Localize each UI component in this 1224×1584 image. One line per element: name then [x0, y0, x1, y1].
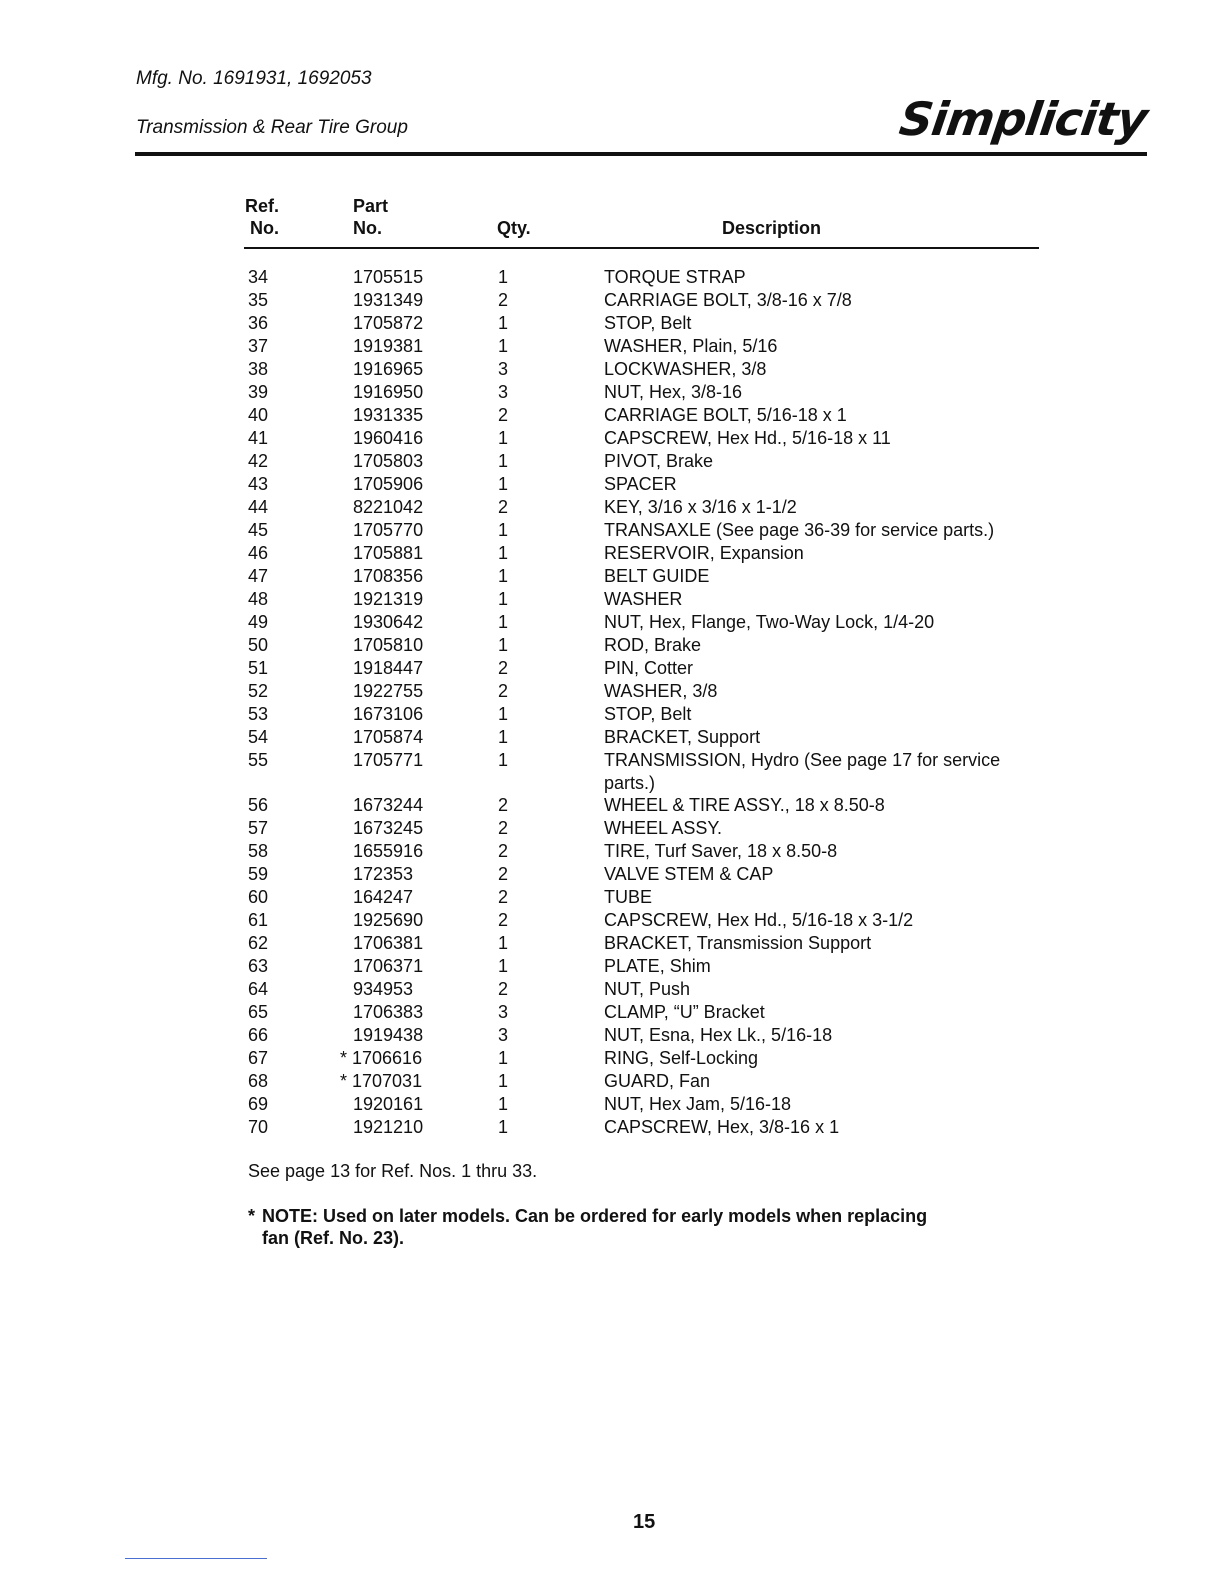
table-row: [0, 726, 1224, 749]
part-no-cell: 172353: [353, 864, 414, 884]
description-cell: ROD, Brake: [604, 635, 702, 655]
qty-cell: 1: [498, 451, 509, 471]
description-cell: BRACKET, Support: [604, 727, 761, 747]
description-cell: RESERVOIR, Expansion: [604, 543, 804, 563]
qty-cell: 1: [498, 704, 509, 724]
part-no-cell: 1921319: [353, 589, 424, 609]
ref-cell: 67: [248, 1048, 269, 1068]
column-header-qty: Qty.: [497, 218, 531, 238]
footnote: [248, 1205, 968, 1249]
description-cell: WASHER, Plain, 5/16: [604, 336, 778, 356]
qty-cell: 3: [498, 382, 509, 402]
qty-cell: 1: [498, 566, 509, 586]
description-cell: NUT, Push: [604, 979, 691, 999]
table-row: [0, 817, 1224, 840]
qty-cell: 1: [498, 1117, 509, 1137]
table-row: [0, 404, 1224, 427]
ref-cell: 38: [248, 359, 269, 379]
column-header-part-line1: Part: [353, 196, 389, 216]
description-cell: CAPSCREW, Hex, 3/8-16 x 1: [604, 1117, 840, 1137]
column-header-ref-no: [245, 195, 279, 239]
qty-cell: 1: [498, 1094, 509, 1114]
ref-cell: 45: [248, 520, 269, 540]
table-row: [0, 634, 1224, 657]
ref-cell: 51: [248, 658, 269, 678]
table-row: [0, 909, 1224, 932]
qty-cell: 1: [498, 267, 509, 287]
table-row: [0, 496, 1224, 519]
table-row: [0, 794, 1224, 817]
description-cell: PIVOT, Brake: [604, 451, 714, 471]
qty-cell: 2: [498, 864, 509, 884]
column-header-description: Description: [722, 218, 822, 238]
column-header-part-no: [353, 195, 388, 239]
part-no-cell: 1705803: [353, 451, 424, 471]
part-no-cell: 1705872: [353, 313, 424, 333]
ref-cell: 37: [248, 336, 269, 356]
ref-cell: 34: [248, 267, 269, 287]
table-row: [0, 1116, 1224, 1139]
brand-logo: Simplicity: [895, 92, 1150, 146]
column-header-ref-line1: Ref.: [245, 196, 280, 216]
description-cell: WHEEL & TIRE ASSY., 18 x 8.50-8: [604, 795, 885, 815]
description-cell: WHEEL ASSY.: [604, 818, 723, 838]
ref-cell: 47: [248, 566, 269, 586]
group-title: Transmission & Rear Tire Group: [136, 117, 408, 138]
part-no-cell: 1673245: [353, 818, 424, 838]
ref-cell: 35: [248, 290, 269, 310]
qty-cell: 2: [498, 681, 509, 701]
part-no-cell: 1916950: [353, 382, 424, 402]
description-cell: GUARD, Fan: [604, 1071, 711, 1091]
part-no-cell: * 1707031: [340, 1071, 423, 1091]
part-no-cell: 1931335: [353, 405, 424, 425]
footnote-asterisk: *: [248, 1206, 256, 1226]
part-no-cell: 1705881: [353, 543, 424, 563]
qty-cell: 2: [498, 979, 509, 999]
description-cell: RING, Self-Locking: [604, 1048, 759, 1068]
description-cell: TIRE, Turf Saver, 18 x 8.50-8: [604, 841, 838, 861]
ref-cell: 48: [248, 589, 269, 609]
ref-cell: 55: [248, 750, 269, 770]
qty-cell: 2: [498, 818, 509, 838]
ref-cell: 36: [248, 313, 269, 333]
description-cell: WASHER, 3/8: [604, 681, 718, 701]
ref-cell: 68: [248, 1071, 269, 1091]
table-row: [0, 266, 1224, 289]
description-cell: TRANSAXLE (See page 36-39 for service parts.): [604, 520, 995, 540]
description-cell: CARRIAGE BOLT, 3/8-16 x 7/8: [604, 290, 852, 310]
table-row: [0, 932, 1224, 955]
description-cell: STOP, Belt: [604, 704, 692, 724]
table-row: [0, 312, 1224, 335]
part-no-cell: 1920161: [353, 1094, 424, 1114]
table-row: [0, 1070, 1224, 1093]
qty-cell: 1: [498, 1071, 509, 1091]
qty-cell: 1: [498, 336, 509, 356]
part-no-cell: 8221042: [353, 497, 424, 517]
qty-cell: 2: [498, 290, 509, 310]
part-no-cell: * 1706616: [340, 1048, 423, 1068]
qty-cell: 1: [498, 612, 509, 632]
ref-cell: 59: [248, 864, 269, 884]
table-row: [0, 519, 1224, 542]
table-row: [0, 335, 1224, 358]
column-header-ref-line2: No.: [250, 218, 279, 238]
table-row: [0, 1047, 1224, 1070]
description-cell: WASHER: [604, 589, 683, 609]
part-no-cell: 1705771: [353, 750, 424, 770]
description-cell: CAPSCREW, Hex Hd., 5/16-18 x 11: [604, 428, 891, 448]
part-no-cell: 1706383: [353, 1002, 424, 1022]
qty-cell: 1: [498, 313, 509, 333]
ref-cell: 40: [248, 405, 269, 425]
ref-cell: 57: [248, 818, 269, 838]
description-cell: STOP, Belt: [604, 313, 692, 333]
part-no-cell: 1921210: [353, 1117, 424, 1137]
part-no-cell: 1708356: [353, 566, 424, 586]
description-cell: BRACKET, Transmission Support: [604, 933, 872, 953]
description-cell: CAPSCREW, Hex Hd., 5/16-18 x 3-1/2: [604, 910, 914, 930]
part-no-cell: 1655916: [353, 841, 424, 861]
qty-cell: 2: [498, 841, 509, 861]
ref-cell: 61: [248, 910, 269, 930]
ref-cell: 60: [248, 887, 269, 907]
ref-cell: 50: [248, 635, 269, 655]
qty-cell: 3: [498, 1002, 509, 1022]
description-cell: NUT, Hex, 3/8-16: [604, 382, 743, 402]
table-row: [0, 657, 1224, 680]
qty-cell: 3: [498, 1025, 509, 1045]
part-no-cell: 1919381: [353, 336, 424, 356]
parts-table-body: [0, 266, 1224, 1139]
part-no-cell: 1705810: [353, 635, 424, 655]
description-cell: NUT, Hex, Flange, Two-Way Lock, 1/4-20: [604, 612, 935, 632]
part-no-cell: 1922755: [353, 681, 424, 701]
qty-cell: 1: [498, 520, 509, 540]
part-no-cell: 1706381: [353, 933, 424, 953]
qty-cell: 2: [498, 887, 509, 907]
page-number: 15: [633, 1511, 656, 1533]
table-row: [0, 565, 1224, 588]
part-no-cell: 1705770: [353, 520, 424, 540]
part-no-cell: 1918447: [353, 658, 424, 678]
table-row: [0, 955, 1224, 978]
ref-cell: 62: [248, 933, 269, 953]
ref-cell: 69: [248, 1094, 269, 1114]
description-cell: NUT, Esna, Hex Lk., 5/16-18: [604, 1025, 833, 1045]
column-header-part-line2: No.: [353, 218, 382, 238]
table-row: [0, 289, 1224, 312]
table-row: [0, 611, 1224, 634]
description-cell: BELT GUIDE: [604, 566, 710, 586]
ref-cell: 43: [248, 474, 269, 494]
qty-cell: 1: [498, 750, 509, 770]
ref-cell: 39: [248, 382, 269, 402]
ref-cell: 58: [248, 841, 269, 861]
footnote-line2: fan (Ref. No. 23).: [262, 1228, 405, 1248]
part-no-cell: 1705906: [353, 474, 424, 494]
part-no-cell: 1919438: [353, 1025, 424, 1045]
table-row: [0, 588, 1224, 611]
part-no-cell: 1916965: [353, 359, 424, 379]
qty-cell: 1: [498, 589, 509, 609]
ref-cell: 42: [248, 451, 269, 471]
ref-cell: 65: [248, 1002, 269, 1022]
description-cell: SPACER: [604, 474, 677, 494]
table-row: [0, 473, 1224, 496]
table-row: [0, 886, 1224, 909]
qty-cell: 2: [498, 497, 509, 517]
description-cell: TORQUE STRAP: [604, 267, 746, 287]
link-underline: [125, 1558, 267, 1559]
ref-cell: 66: [248, 1025, 269, 1045]
description-cell: LOCKWASHER, 3/8: [604, 359, 767, 379]
qty-cell: 1: [498, 428, 509, 448]
description-cell: TUBE: [604, 887, 653, 907]
table-row: [0, 542, 1224, 565]
see-page-note: See page 13 for Ref. Nos. 1 thru 33.: [248, 1161, 538, 1181]
table-row: [0, 680, 1224, 703]
ref-cell: 70: [248, 1117, 269, 1137]
description-cell: VALVE STEM & CAP: [604, 864, 774, 884]
ref-cell: 41: [248, 428, 269, 448]
qty-cell: 1: [498, 727, 509, 747]
description-cell: TRANSMISSION, Hydro (See page 17 for service parts.): [604, 750, 1001, 793]
qty-cell: 1: [498, 1048, 509, 1068]
part-no-cell: 1673244: [353, 795, 424, 815]
table-row: [0, 749, 1224, 794]
ref-cell: 46: [248, 543, 269, 563]
part-no-cell: 1673106: [353, 704, 424, 724]
part-no-cell: 1925690: [353, 910, 424, 930]
ref-cell: 54: [248, 727, 269, 747]
table-row: [0, 450, 1224, 473]
mfg-number: Mfg. No. 1691931, 1692053: [136, 68, 372, 89]
qty-cell: 2: [498, 795, 509, 815]
part-no-cell: 1930642: [353, 612, 424, 632]
description-cell: PIN, Cotter: [604, 658, 694, 678]
qty-cell: 1: [498, 635, 509, 655]
table-row: [0, 358, 1224, 381]
part-no-cell: 164247: [353, 887, 414, 907]
ref-cell: 56: [248, 795, 269, 815]
qty-cell: 1: [498, 956, 509, 976]
footnote-line1: NOTE: Used on later models. Can be ordered for early models when replacing: [262, 1206, 928, 1226]
qty-cell: 2: [498, 658, 509, 678]
table-row: [0, 840, 1224, 863]
part-no-cell: 1705515: [353, 267, 424, 287]
description-cell: NUT, Hex Jam, 5/16-18: [604, 1094, 792, 1114]
part-no-cell: 1960416: [353, 428, 424, 448]
table-row: [0, 978, 1224, 1001]
ref-cell: 64: [248, 979, 269, 999]
ref-cell: 49: [248, 612, 269, 632]
table-row: [0, 703, 1224, 726]
ref-cell: 53: [248, 704, 269, 724]
description-cell: PLATE, Shim: [604, 956, 711, 976]
header-rule: [135, 152, 1147, 156]
table-row: [0, 863, 1224, 886]
qty-cell: 1: [498, 543, 509, 563]
table-row: [0, 427, 1224, 450]
ref-cell: 44: [248, 497, 269, 517]
table-row: [0, 1093, 1224, 1116]
description-cell: KEY, 3/16 x 3/16 x 1-1/2: [604, 497, 797, 517]
ref-cell: 63: [248, 956, 269, 976]
table-row: [0, 1001, 1224, 1024]
part-no-cell: 934953: [353, 979, 414, 999]
part-no-cell: 1706371: [353, 956, 424, 976]
qty-cell: 3: [498, 359, 509, 379]
ref-cell: 52: [248, 681, 269, 701]
table-row: [0, 1024, 1224, 1047]
table-header-rule: [244, 247, 1039, 249]
qty-cell: 2: [498, 910, 509, 930]
part-no-cell: 1931349: [353, 290, 424, 310]
description-cell: CLAMP, “U” Bracket: [604, 1002, 765, 1022]
part-no-cell: 1705874: [353, 727, 424, 747]
qty-cell: 1: [498, 933, 509, 953]
description-cell: CARRIAGE BOLT, 5/16-18 x 1: [604, 405, 847, 425]
qty-cell: 2: [498, 405, 509, 425]
table-row: [0, 381, 1224, 404]
qty-cell: 1: [498, 474, 509, 494]
